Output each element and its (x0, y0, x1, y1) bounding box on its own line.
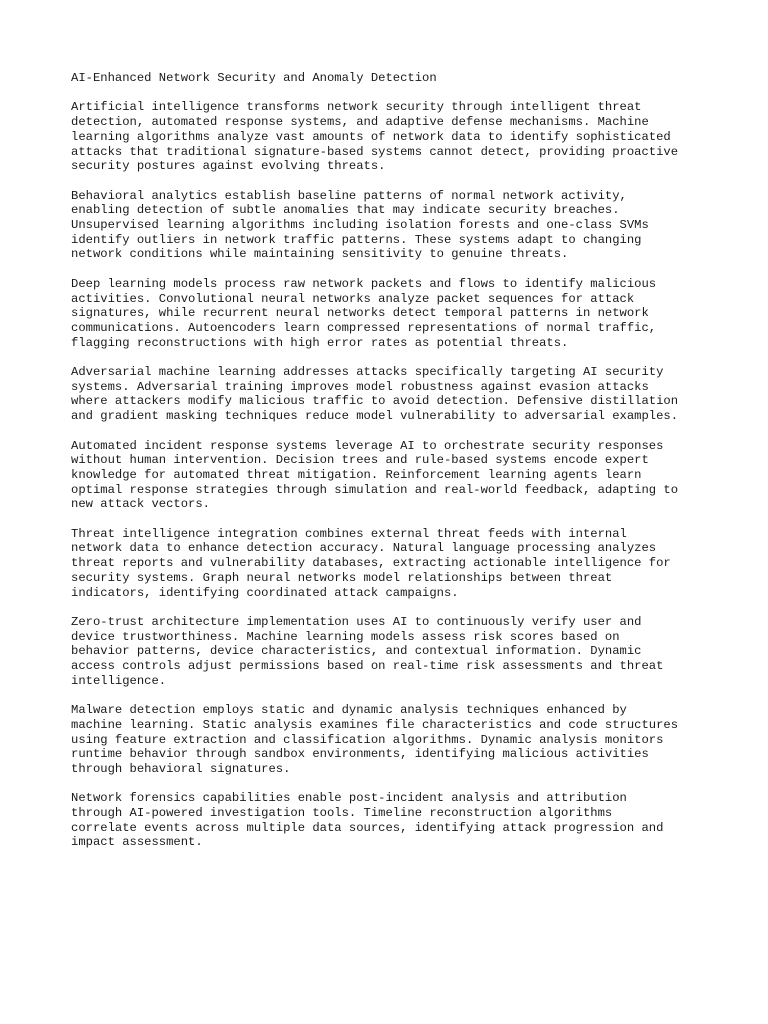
paragraph-line: where attackers modify malicious traffic to avoid detection. Defensive distillation (71, 394, 679, 409)
paragraph-line: optimal response strategies through simulation and real-world feedback, adapting to (71, 482, 679, 497)
document-page (71, 71, 711, 865)
document-title: AI-Enhanced Network Security and Anomaly Detection (71, 71, 437, 85)
body-paragraph (71, 189, 711, 263)
paragraph-line: communications. Autoencoders learn compressed representations of normal traffic, (71, 320, 657, 335)
paragraph-line: security systems. Graph neural networks model relationships between threat (71, 570, 613, 585)
paragraph-line: network data to enhance detection accuracy. Natural language processing analyzes (71, 541, 657, 556)
paragraph-line: flagging reconstructions with high error rates as potential threats. (71, 335, 569, 350)
paragraph-line: without human intervention. Decision trees and rule-based systems encode expert (71, 453, 649, 468)
paragraph-line: new attack vectors. (71, 497, 210, 512)
body-paragraph (71, 277, 711, 351)
paragraph-line: using feature extraction and classification algorithms. Dynamic analysis monitors (71, 732, 664, 747)
paragraph-line: threat reports and vulnerability databases, extracting actionable intelligence for (71, 556, 671, 571)
paragraph-line: impact assessment. (71, 835, 203, 850)
paragraph-line: correlate events across multiple data sources, identifying attack progression and (71, 820, 664, 835)
paragraph-line: systems. Adversarial training improves model robustness against evasion attacks (71, 379, 649, 394)
body-paragraph (71, 527, 711, 601)
paragraph-line: identify outliers in network traffic patterns. These systems adapt to changing (71, 232, 642, 247)
paragraph-line: runtime behavior through sandbox environments, identifying malicious activities (71, 747, 649, 762)
paragraph-line: enabling detection of subtle anomalies that may indicate security breaches. (71, 203, 620, 218)
paragraph-line: signatures, while recurrent neural networks detect temporal patterns in network (71, 306, 649, 321)
body-paragraph (71, 365, 711, 424)
paragraph-line: machine learning. Static analysis examines file characteristics and code structures (71, 717, 679, 732)
paragraph-line: device trustworthiness. Machine learning models assess risk scores based on (71, 629, 620, 644)
paragraph-line: learning algorithms analyze vast amounts of network data to identify sophisticated (71, 129, 671, 144)
paragraph-line: knowledge for automated threat mitigation. Reinforcement learning agents learn (71, 467, 642, 482)
paragraph-line: through behavioral signatures. (71, 761, 291, 776)
paragraph-line: Behavioral analytics establish baseline patterns of normal network activity, (71, 188, 627, 203)
paragraph-line: Adversarial machine learning addresses attacks specifically targeting AI security (71, 365, 664, 379)
paragraph-line: Automated incident response systems leverage AI to orchestrate security responses (71, 438, 664, 453)
document-body (71, 100, 711, 850)
paragraph-line: attacks that traditional signature-based systems cannot detect, providing proactive (71, 144, 679, 159)
paragraph-line: detection, automated response systems, and adaptive defense mechanisms. Machine (71, 115, 649, 130)
body-paragraph (71, 615, 711, 689)
paragraph-line: Malware detection employs static and dynamic analysis techniques enhanced by (71, 703, 627, 718)
paragraph-line: Threat intelligence integration combines external threat feeds with internal (71, 526, 627, 541)
paragraph-line: Unsupervised learning algorithms including isolation forests and one-class SVMs (71, 218, 649, 232)
paragraph-line: Deep learning models process raw network packets and flows to identify malicious (71, 276, 657, 291)
body-paragraph (71, 439, 711, 513)
paragraph-line: security postures against evolving threats. (71, 159, 386, 174)
paragraph-line: through AI-powered investigation tools. Timeline reconstruction algorithms (71, 806, 613, 821)
paragraph-line: intelligence. (71, 673, 167, 688)
paragraph-line: and gradient masking techniques reduce model vulnerability to adversarial examples. (71, 409, 679, 424)
body-paragraph (71, 791, 711, 850)
paragraph-line: Artificial intelligence transforms network security through intelligent threat (71, 100, 642, 115)
paragraph-line: access controls adjust permissions based on real-time risk assessments and threat (71, 659, 664, 674)
body-paragraph (71, 100, 711, 174)
paragraph-line: Zero-trust architecture implementation uses AI to continuously verify user and (71, 614, 642, 629)
paragraph-line: activities. Convolutional neural networks analyze packet sequences for attack (71, 291, 635, 306)
paragraph-line: network conditions while maintaining sensitivity to genuine threats. (71, 247, 569, 262)
paragraph-line: indicators, identifying coordinated attack campaigns. (71, 585, 459, 600)
paragraph-line: Network forensics capabilities enable post-incident analysis and attribution (71, 791, 627, 806)
body-paragraph (71, 703, 711, 777)
paragraph-line: behavior patterns, device characteristics, and contextual information. Dynamic (71, 644, 642, 659)
